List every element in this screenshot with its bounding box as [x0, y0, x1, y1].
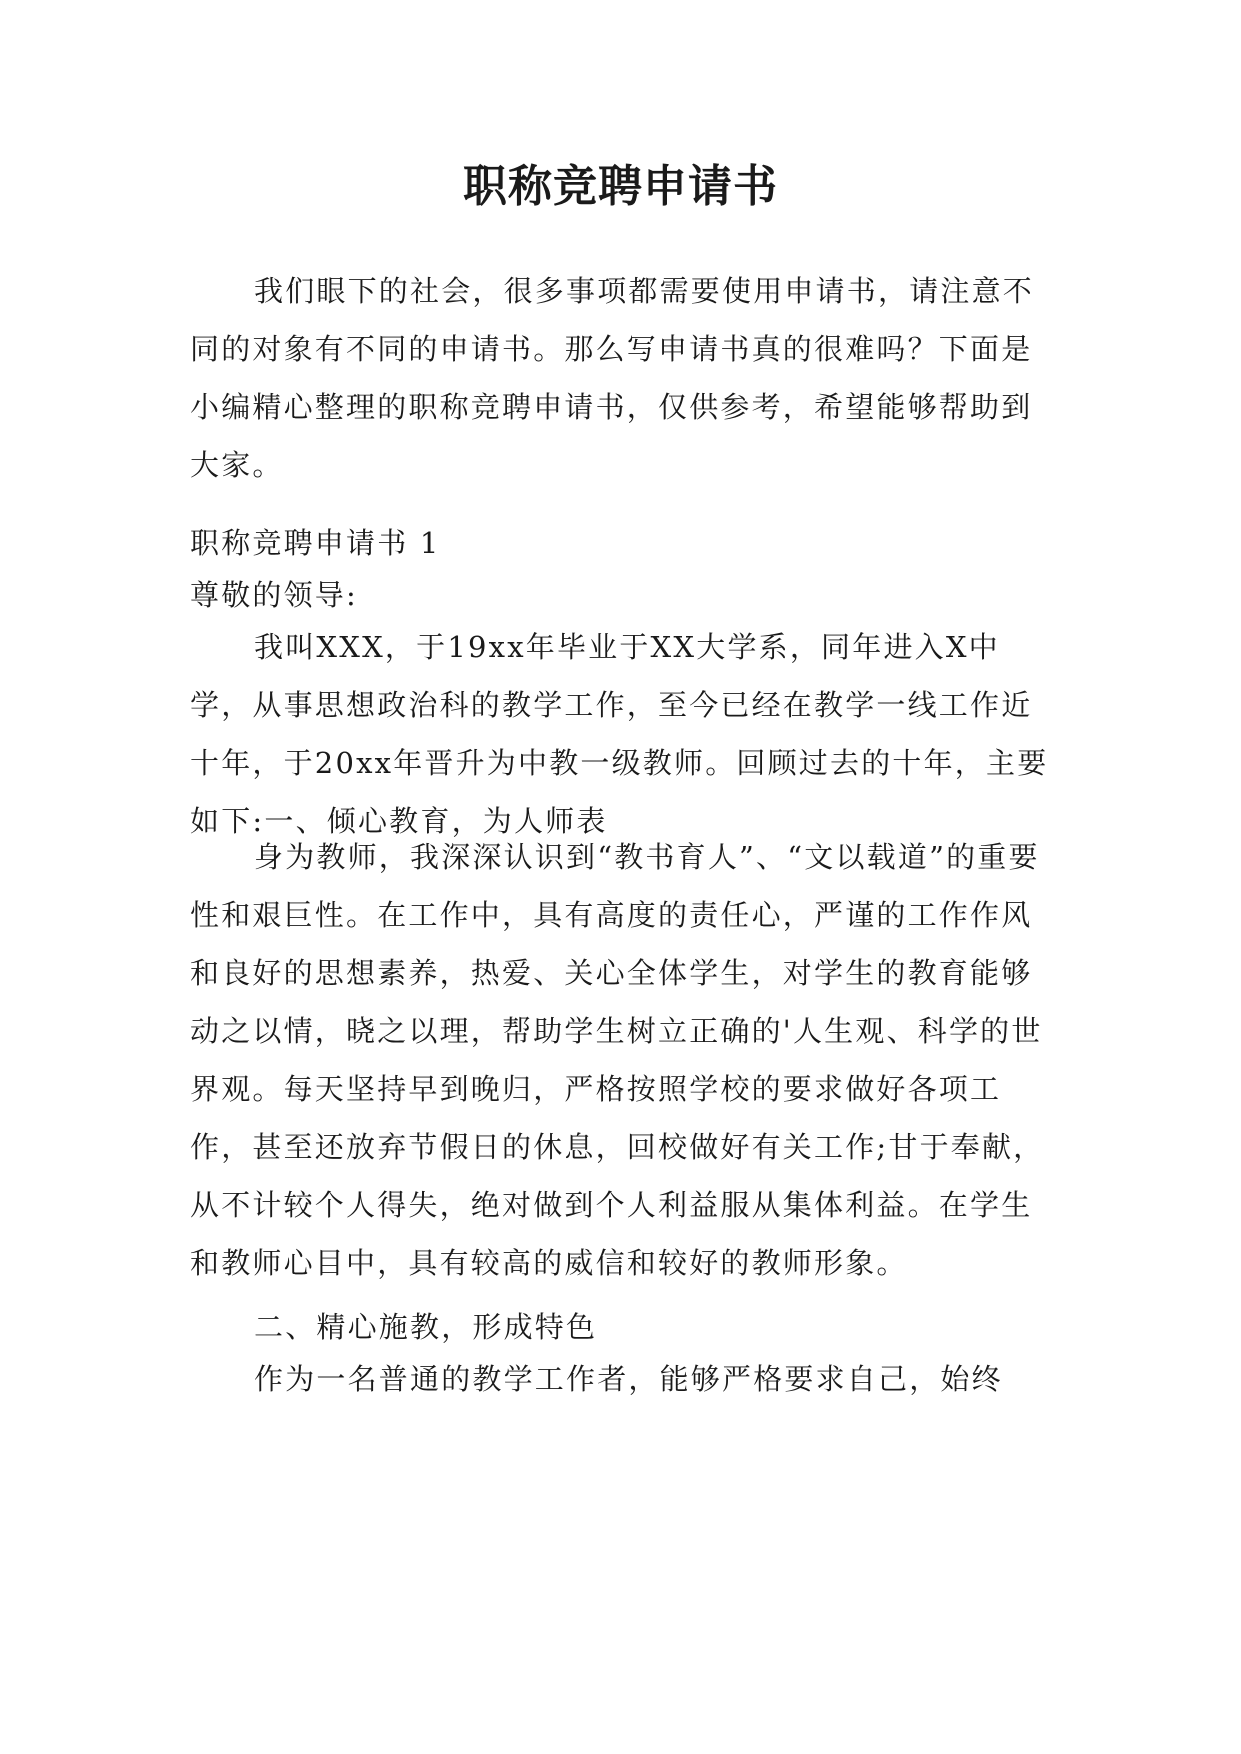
paragraph-1: 我叫XXX，于19xx年毕业于XX大学系，同年进入X中学，从事思想政治科的教学工作，至今已经在教学一线工作近十年，于20xx年晋升为中教一级教师。回顾过去的十年，主要如下:一、倾心教育，为人师表	[190, 630, 1049, 838]
section-heading: 职称竞聘申请书 1	[190, 526, 441, 560]
paragraph-2: 身为教师，我深深认识到“教书育人”、“文以载道”的重要性和艰巨性。在工作中，具有高度的责任心，严谨的工作作风和良好的思想素养，热爱、关心全体学生，对学生的教育能够动之以情，晓之以理，帮助学生树立正确的'人生观、科学的世界观。每天坚持早到晚归，严格按照学校的要求做好各项工作，甚至还放弃节假日的休息，回校做好有关工作;甘于奉献，从不计较个人得失，绝对做到个人利益服从集体利益。在学生和教师心目中，具有较高的威信和较好的教师形象。	[190, 840, 1045, 1280]
salutation: 尊敬的领导:	[190, 578, 358, 612]
intro-paragraph: 我们眼下的社会，很多事项都需要使用申请书，请注意不同的对象有不同的申请书。那么写申请书真的很难吗？下面是小编精心整理的职称竞聘申请书，仅供参考，希望能够帮助到大家。	[190, 274, 1035, 482]
document-title: 职称竞聘申请书	[463, 161, 778, 212]
subheading-2: 二、精心施教，形成特色	[254, 1310, 598, 1344]
paragraph-3: 作为一名普通的教学工作者，能够严格要求自己，始终	[254, 1362, 1003, 1396]
